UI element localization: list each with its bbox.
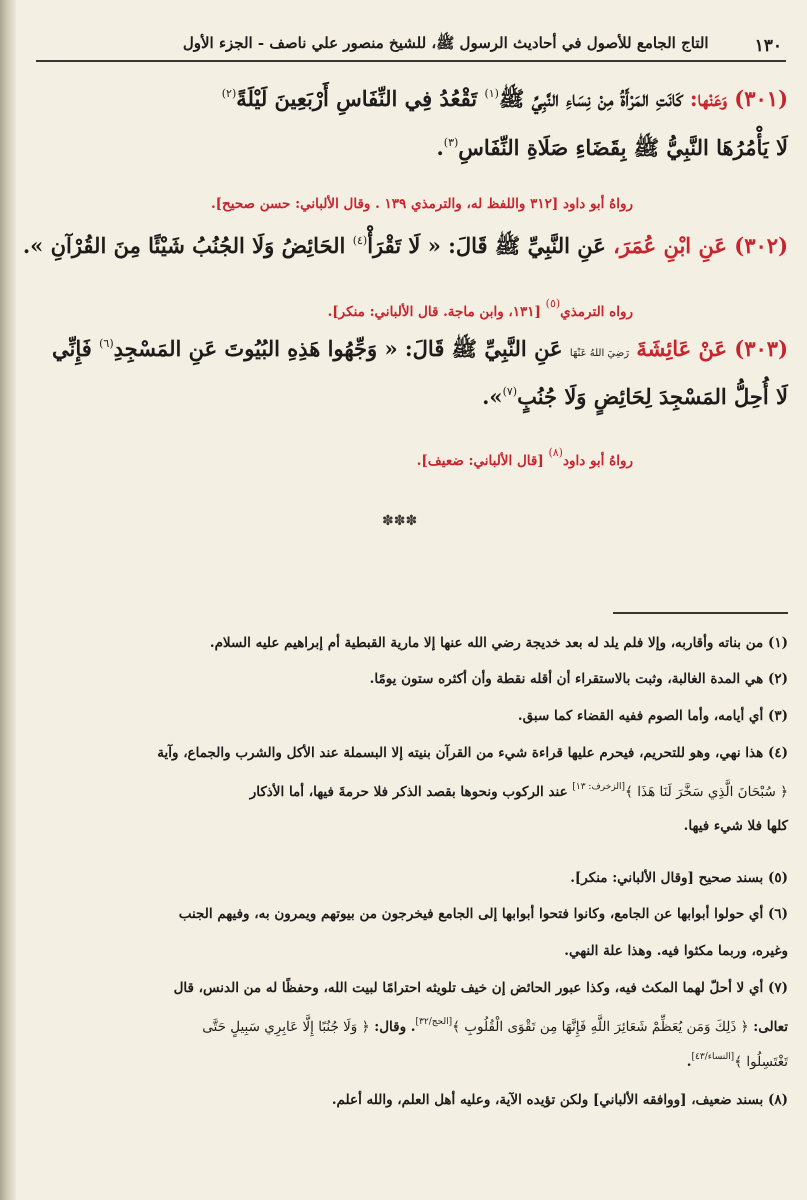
hadith-text: عَنِ النَّبِيِّ ﷺ قَالَ: « لَا تَقْرَأْ	[367, 233, 606, 258]
source-text: رواه الترمذي	[560, 304, 633, 320]
footnote-text: تعالى:	[753, 1019, 788, 1035]
hadith-number: (٣٠٣)	[734, 336, 788, 361]
hadith-text: فَإِنِّي	[51, 336, 92, 361]
footnote-ref[interactable]: (١)	[484, 87, 499, 100]
hadith-number: (٣٠١)	[734, 86, 788, 111]
hadith-text: الحَائِضُ وَلَا الجُنُبُ شَيْئًا مِنَ القُرْآنِ ».	[22, 233, 346, 258]
hadith-303-line-1	[36, 336, 788, 361]
hadith-303-source	[417, 446, 633, 469]
hadith-301-line-2	[36, 135, 788, 160]
quran-verse: تَغْتَسِلُوا ﴾	[734, 1054, 788, 1070]
page-header	[36, 32, 788, 56]
hadith-301-source: رواهُ أبو داود [٣١٢ واللفظ له، والترمذي ١٣٩ . وقال الألباني: حسن صحيح].	[210, 196, 633, 212]
footnote-text: عند الركوب ونحوها بقصد الذكر فلا حرمةَ فيها، أما الأذكار	[249, 784, 568, 800]
footnote-ref[interactable]: (٤)	[352, 234, 368, 247]
running-title: التاج الجامع للأصول في أحاديث الرسول ﷺ، للشيخ منصور علي ناصف - الجزء الأول	[182, 34, 709, 52]
footnote-ref[interactable]: (٨)	[548, 446, 563, 459]
footnote-6-line-2: وغيره، وربما مكثوا فيه. وهذا علة النهي.	[564, 943, 788, 959]
hadith-narrator: عَنْ عَائِشَةَ	[636, 336, 727, 361]
honorific-glyph: رَضِيَ اللهُ عَنْهَا	[569, 348, 630, 359]
footnote-7-line-2	[36, 1017, 788, 1035]
section-separator: ✽✽✽	[382, 513, 418, 529]
footnote-ref[interactable]: (٣)	[443, 136, 459, 149]
footnote-4-line-3: كلها فلا شيء فيها.	[683, 818, 788, 834]
hadith-302-line-1	[22, 233, 788, 258]
hadith-303-line-2	[36, 384, 788, 409]
footnote-2: (٢) هي المدة الغالبة، وثبت بالاستقراء أن أقله نقطة وأن أكثره ستون يومًا.	[369, 671, 788, 687]
source-text: [١٣١، وابن ماجة. قال الألباني: منكر].	[327, 304, 541, 320]
hadith-narrator: وَعَنْها:	[689, 86, 727, 111]
hadith-number: (٣٠٢)	[734, 233, 788, 258]
footnote-ref[interactable]: (٢)	[221, 87, 237, 100]
verse-reference: [النساء/٤٣]	[691, 1052, 735, 1062]
footnote-ref[interactable]: (٧)	[502, 385, 518, 398]
hadith-narrator: عَنِ ابْنِ عُمَرَ،	[613, 233, 727, 258]
footnote-4-line-2	[36, 782, 788, 800]
footnote-5: (٥) بسند صحيح [وقال الألباني: منكر].	[570, 870, 788, 886]
source-text: رواهُ أبو داود	[562, 453, 633, 469]
footnote-7-line-3	[36, 1052, 788, 1070]
footnote-4-line-1: (٤) هذا نهي، وهو للتحريم، فيحرم عليها قراءة شيء من القرآن بنيته إلا البسملة عند الأكل والشرب والجماع، وآية	[157, 745, 788, 761]
hadith-text: عَنِ النَّبِيِّ ﷺ قَالَ: « وَجِّهُوا هَذِهِ البُيُوتَ عَنِ المَسْجِدِ	[113, 336, 563, 361]
verse-reference: [الحج/٣٢]	[415, 1017, 453, 1027]
quran-verse: ﴿ ذَلِكَ وَمَن يُعَظِّمْ شَعَائِرَ اللَّهِ فَإِنَّهَا مِن تَقْوَى الْقُلُوبِ ﴾	[452, 1019, 749, 1035]
footnote-ref[interactable]: (٥)	[545, 297, 561, 310]
footnote-text: . وقال:	[374, 1019, 416, 1035]
footnote-7-line-1: (٧) أي لا أحلّ لهما المكث فيه، وكذا عبور الحائض إن خيف تلويثه احترامًا لبيت الله، وحفظًا له من الدنس، قال	[173, 980, 788, 996]
punctuation: ».	[482, 384, 503, 409]
footnote-3: (٣) أي أيامه، وأما الصوم ففيه القضاء كما سبق.	[517, 708, 788, 724]
punctuation: .	[686, 1054, 692, 1070]
header-rule	[36, 60, 786, 62]
page-number: ١٣٠	[754, 36, 782, 56]
hadith-text: لَا أُحِلُّ المَسْجِدَ لِحَائِضٍ وَلَا جُنُبٍ	[517, 384, 788, 409]
footnote-rule	[613, 612, 788, 614]
footnote-1: (١) من بناته وأقاربه، وإلا فلم يلد له بعد خديجة رضي الله عنها إلا مارية القبطية أم إبراهيم عليه السلام.	[209, 635, 788, 651]
hadith-301-line-1	[36, 86, 788, 111]
page-binding-shadow	[0, 0, 16, 1200]
footnote-ref[interactable]: (٦)	[99, 337, 114, 350]
hadith-text: كَانَتِ المَرْأَةُ مِنْ نِسَاءِ النَّبِيِّ ﷺ	[498, 86, 683, 111]
verse-reference: [الزخرف: ١٣]	[572, 782, 626, 792]
footnote-8: (٨) بسند ضعيف، [ووافقه الألباني] ولكن تؤيده الآية، وعليه أهل العلم، والله أعلم.	[331, 1092, 788, 1108]
book-page	[22, 0, 788, 1200]
punctuation: .	[436, 135, 444, 160]
hadith-302-source	[328, 297, 633, 320]
quran-verse: ﴿ سُبْحَانَ الَّذِي سَخَّرَ لَنَا هَذَا ﴾	[625, 784, 788, 800]
hadith-text: تَقْعُدُ فِي النِّفَاسِ أَرْبَعِينَ لَيْلَةً	[236, 86, 478, 111]
source-text: [قال الألباني: ضعيف].	[416, 453, 544, 469]
quran-verse: ﴿ وَلَا جُنُبًا إِلَّا عَابِرِي سَبِيلٍ حَتَّى	[202, 1019, 370, 1035]
footnote-6-line-1: (٦) أي حولوا أبوابها عن الجامع، وكانوا فتحوا أبوابها إلى الجامع فيخرجون من بيوتهم ويمرون به، وفيهم الجنب	[178, 906, 788, 922]
hadith-text: لَا يَأْمُرُهَا النَّبِيُّ ﷺ بِقَضَاءِ صَلَاةِ النِّفَاسِ	[458, 135, 788, 160]
